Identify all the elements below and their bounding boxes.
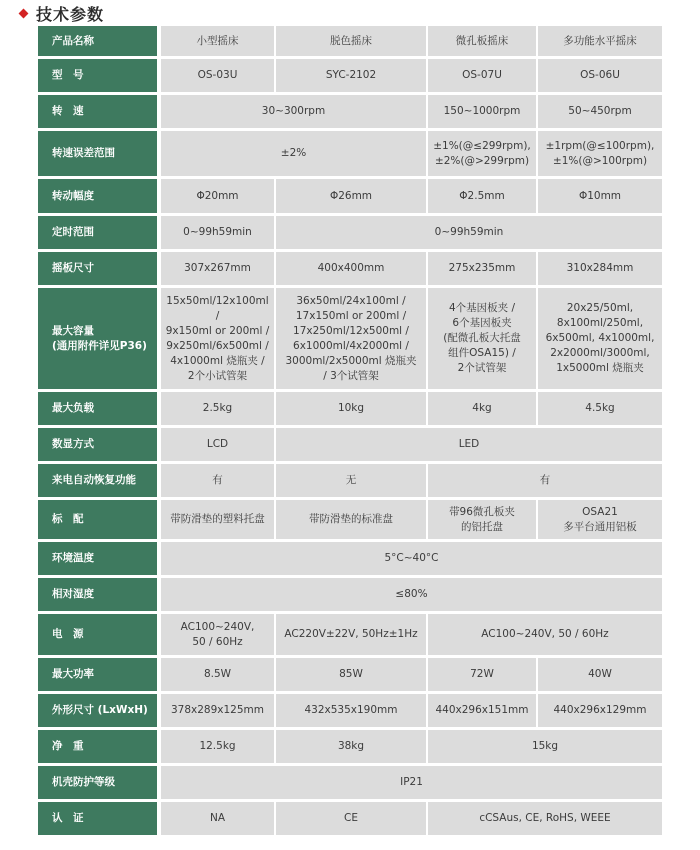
row-label: 数显方式: [38, 428, 161, 464]
row-label: 最大负载: [38, 392, 161, 428]
cell-value: AC220V±22V, 50Hz±1Hz: [276, 614, 428, 658]
cell-value: 4.5kg: [538, 392, 662, 428]
row-label: 定时范围: [38, 216, 161, 252]
row-product-name: [38, 26, 662, 59]
row-label: 机壳防护等级: [38, 766, 161, 802]
row-amplitude: [38, 179, 662, 216]
cell-value: 4kg: [428, 392, 538, 428]
row-label: 转速误差范围: [38, 131, 161, 179]
row-speed: [38, 95, 662, 131]
row-capacity: [38, 288, 662, 392]
cell-value: 440x296x151mm: [428, 694, 538, 730]
cell-value: Φ2.5mm: [428, 179, 538, 216]
cell-value: 36x50ml/24x100ml / 17x150ml or 200ml / 17x250ml/12x500ml / 6x1000ml/4x2000ml / 3000ml/2x5000ml 烧瓶夹 / 3个试管架: [276, 288, 428, 392]
row-label: 环境温度: [38, 542, 161, 578]
cell-value: 0~99h59min: [161, 216, 276, 252]
row-auto-resume: [38, 464, 662, 500]
cell-value: ±2%: [161, 131, 428, 179]
cell-value: 12.5kg: [161, 730, 276, 766]
cell-value: 307x267mm: [161, 252, 276, 288]
spec-table: [38, 26, 662, 838]
row-label: 相对湿度: [38, 578, 161, 614]
cell-value: OS-06U: [538, 59, 662, 95]
cell-value: 脱色摇床: [276, 26, 428, 59]
cell-value: Φ20mm: [161, 179, 276, 216]
cell-value: ±1%(@≤299rpm), ±2%(@>299rpm): [428, 131, 538, 179]
cell-value: 85W: [276, 658, 428, 694]
section-title: [18, 2, 104, 24]
cell-value: NA: [161, 802, 276, 838]
cell-value: OS-07U: [428, 59, 538, 95]
row-label: 产品名称: [38, 26, 161, 59]
cell-value: 50~450rpm: [538, 95, 662, 131]
row-temperature: [38, 542, 662, 578]
cell-value: 带防滑垫的塑料托盘: [161, 500, 276, 542]
cell-value: 多功能水平摇床: [538, 26, 662, 59]
row-protection: [38, 766, 662, 802]
cell-value: 72W: [428, 658, 538, 694]
cell-value: 378x289x125mm: [161, 694, 276, 730]
row-label: 摇板尺寸: [38, 252, 161, 288]
cell-value: Φ10mm: [538, 179, 662, 216]
cell-value: 440x296x129mm: [538, 694, 662, 730]
cell-value: AC100~240V, 50 / 60Hz: [161, 614, 276, 658]
row-speed-error: [38, 131, 662, 179]
row-model: [38, 59, 662, 95]
row-dimensions: [38, 694, 662, 730]
cell-value: 15kg: [428, 730, 662, 766]
row-max-load: [38, 392, 662, 428]
cell-value: IP21: [161, 766, 662, 802]
cell-value: 10kg: [276, 392, 428, 428]
cell-value: 30~300rpm: [161, 95, 428, 131]
row-max-power: [38, 658, 662, 694]
cell-value: ±1rpm(@≤100rpm), ±1%(@>100rpm): [538, 131, 662, 179]
cell-value: 2.5kg: [161, 392, 276, 428]
cell-value: 20x25/50ml, 8x100ml/250ml, 6x500ml, 4x1000ml, 2x2000ml/3000ml, 1x5000ml 烧瓶夹: [538, 288, 662, 392]
cell-value: 有: [428, 464, 662, 500]
row-label: 净 重: [38, 730, 161, 766]
cell-value: 0~99h59min: [276, 216, 662, 252]
row-label: 来电自动恢复功能: [38, 464, 161, 500]
cell-value: OS-03U: [161, 59, 276, 95]
cell-value: 带96微孔板夹 的铝托盘: [428, 500, 538, 542]
cell-value: 带防滑垫的标准盘: [276, 500, 428, 542]
cell-value: 无: [276, 464, 428, 500]
cell-value: Φ26mm: [276, 179, 428, 216]
row-label: 电 源: [38, 614, 161, 658]
cell-value: OSA21 多平台通用铝板: [538, 500, 662, 542]
cell-value: 5°C~40°C: [161, 542, 662, 578]
row-label: 外形尺寸 (LxWxH): [38, 694, 161, 730]
cell-value: 432x535x190mm: [276, 694, 428, 730]
cell-value: 15x50ml/12x100ml / 9x150ml or 200ml / 9x250ml/6x500ml / 4x1000ml 烧瓶夹 / 2个小试管架: [161, 288, 276, 392]
section-title-text: 技术参数: [36, 4, 105, 24]
cell-value: 400x400mm: [276, 252, 428, 288]
row-accessory: [38, 500, 662, 542]
cell-value: LCD: [161, 428, 276, 464]
row-net-weight: [38, 730, 662, 766]
cell-value: AC100~240V, 50 / 60Hz: [428, 614, 662, 658]
cell-value: 150~1000rpm: [428, 95, 538, 131]
cell-value: 微孔板摇床: [428, 26, 538, 59]
row-humidity: [38, 578, 662, 614]
row-label: 认 证: [38, 802, 161, 838]
cell-value: 275x235mm: [428, 252, 538, 288]
cell-value: 40W: [538, 658, 662, 694]
row-label: 最大功率: [38, 658, 161, 694]
row-power: [38, 614, 662, 658]
cell-value: LED: [276, 428, 662, 464]
row-label: 型 号: [38, 59, 161, 95]
cell-value: 8.5W: [161, 658, 276, 694]
cell-value: SYC-2102: [276, 59, 428, 95]
cell-value: 有: [161, 464, 276, 500]
row-label: 最大容量 (通用附件详见P36): [38, 288, 161, 392]
cell-value: 310x284mm: [538, 252, 662, 288]
row-plate-size: [38, 252, 662, 288]
cell-value: 38kg: [276, 730, 428, 766]
row-certification: [38, 802, 662, 838]
row-timer: [38, 216, 662, 252]
cell-value: ≤80%: [161, 578, 662, 614]
row-label: 标 配: [38, 500, 161, 542]
cell-value: 小型摇床: [161, 26, 276, 59]
row-label: 转动幅度: [38, 179, 161, 216]
cell-value: cCSAus, CE, RoHS, WEEE: [428, 802, 662, 838]
cell-value: CE: [276, 802, 428, 838]
diamond-bullet-icon: [19, 8, 29, 18]
row-display: [38, 428, 662, 464]
cell-value: 4个基因板夹 / 6个基因板夹 (配微孔板大托盘 组件OSA15) / 2个试管架: [428, 288, 538, 392]
row-label: 转 速: [38, 95, 161, 131]
